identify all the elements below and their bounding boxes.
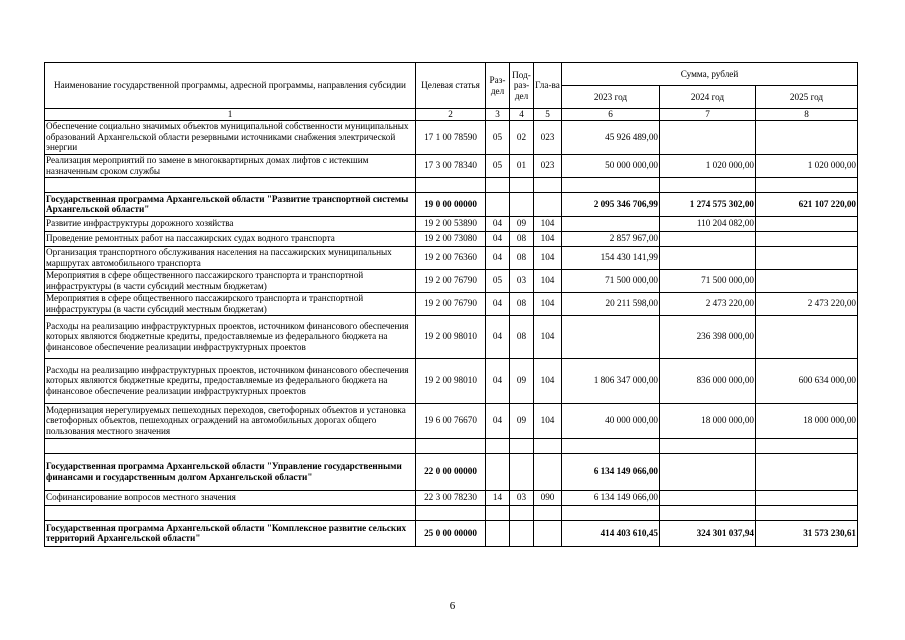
amount-2025: 621 107 220,00	[756, 192, 858, 216]
column-number: 6	[562, 109, 660, 121]
chapter-code: 104	[534, 216, 562, 231]
row-name: Расходы на реализацию инфраструктурных проектов, источником финансового обеспечения которых являются бюджетные кредиты, предоставляемые из федерального бюджета на финансовое обеспечение реализации инфраструктурных проектов	[45, 358, 416, 403]
row-name: Модернизация нерегулируемых пешеходных переходов, светофорных объектов и установка светофорных объектов, пешеходных ограждений на автомобильных дорогах общего пользования местного значения	[45, 403, 416, 438]
amount-2025	[756, 231, 858, 246]
row-name: Государственная программа Архангельской области "Комплексное развитие сельских территорий Архангельской области"	[45, 520, 416, 546]
table-row	[45, 403, 858, 438]
table-row	[45, 246, 858, 269]
empty-cell	[45, 438, 416, 453]
target-article: 19 2 00 76360	[416, 246, 486, 269]
column-number: 7	[660, 109, 756, 121]
chapter-code	[534, 520, 562, 546]
amount-2025	[756, 120, 858, 154]
header-year-2025: 2025 год	[756, 86, 858, 109]
target-article: 19 2 00 73080	[416, 231, 486, 246]
amount-2023: 2 857 967,00	[562, 231, 660, 246]
amount-2024: 1 020 000,00	[660, 154, 756, 177]
amount-2023: 2 095 346 706,99	[562, 192, 660, 216]
row-name: Обеспечение социально значимых объектов муниципальной собственности муниципальных образований Архангельской области резервными источниками снабжения электрической энергии	[45, 120, 416, 154]
amount-2023	[562, 315, 660, 358]
empty-cell	[562, 177, 660, 192]
header-glava: Гла-ва	[534, 63, 562, 109]
empty-cell	[534, 505, 562, 520]
amount-2025: 31 573 230,61	[756, 520, 858, 546]
row-name: Проведение ремонтных работ на пассажирских судах водного транспорта	[45, 231, 416, 246]
row-name: Расходы на реализацию инфраструктурных проектов, источником финансового обеспечения которых являются бюджетные кредиты, предоставляемые из федерального бюджета на финансовое обеспечение реализации инфраструктурных проектов	[45, 315, 416, 358]
amount-2023: 45 926 489,00	[562, 120, 660, 154]
empty-cell	[660, 177, 756, 192]
header-razdel: Раз-дел	[486, 63, 510, 109]
empty-cell	[510, 505, 534, 520]
empty-cell	[486, 177, 510, 192]
chapter-code: 023	[534, 154, 562, 177]
amount-2024	[660, 246, 756, 269]
amount-2025: 2 473 220,00	[756, 292, 858, 315]
row-name: Государственная программа Архангельской области "Развитие транспортной системы Архангельской области"	[45, 192, 416, 216]
empty-cell	[660, 505, 756, 520]
program-row	[45, 453, 858, 490]
table-row	[45, 490, 858, 505]
column-numbers-row	[45, 109, 858, 121]
target-article: 19 2 00 98010	[416, 358, 486, 403]
table-row	[45, 231, 858, 246]
subsection-code: 08	[510, 315, 534, 358]
empty-cell	[756, 438, 858, 453]
column-number: 1	[45, 109, 416, 121]
amount-2023: 6 134 149 066,00	[562, 490, 660, 505]
row-name: Мероприятия в сфере общественного пассажирского транспорта и транспортной инфраструктуры (в части субсидий местным бюджетам)	[45, 292, 416, 315]
target-article: 19 2 00 76790	[416, 292, 486, 315]
section-code	[486, 520, 510, 546]
table-row	[45, 315, 858, 358]
target-article: 19 0 00 00000	[416, 192, 486, 216]
table-row	[45, 358, 858, 403]
header-code: Целевая статья	[416, 63, 486, 109]
empty-cell	[486, 505, 510, 520]
empty-cell	[416, 177, 486, 192]
amount-2023	[562, 216, 660, 231]
page-number: 6	[449, 600, 456, 612]
subsection-code	[510, 453, 534, 490]
empty-cell	[534, 177, 562, 192]
amount-2023: 414 403 610,45	[562, 520, 660, 546]
empty-cell	[45, 505, 416, 520]
section-code: 04	[486, 292, 510, 315]
header-podrazdel: Под-раз-дел	[510, 63, 534, 109]
amount-2023: 6 134 149 066,00	[562, 453, 660, 490]
chapter-code: 023	[534, 120, 562, 154]
section-code: 05	[486, 154, 510, 177]
empty-cell	[534, 438, 562, 453]
table-row	[45, 269, 858, 292]
amount-2025	[756, 246, 858, 269]
section-code: 04	[486, 246, 510, 269]
amount-2024	[660, 453, 756, 490]
amount-2023: 20 211 598,00	[562, 292, 660, 315]
empty-cell	[486, 438, 510, 453]
chapter-code: 104	[534, 315, 562, 358]
amount-2023: 50 000 000,00	[562, 154, 660, 177]
section-code: 05	[486, 269, 510, 292]
spacer-row	[45, 177, 858, 192]
section-code: 04	[486, 216, 510, 231]
subsection-code	[510, 192, 534, 216]
amount-2025	[756, 490, 858, 505]
amount-2024	[660, 120, 756, 154]
amount-2025	[756, 269, 858, 292]
amount-2024: 2 473 220,00	[660, 292, 756, 315]
target-article: 19 2 00 53890	[416, 216, 486, 231]
subsection-code: 09	[510, 403, 534, 438]
spacer-row	[45, 438, 858, 453]
empty-cell	[756, 177, 858, 192]
row-name: Развитие инфраструктуры дорожного хозяйства	[45, 216, 416, 231]
subsection-code: 08	[510, 246, 534, 269]
subsection-code: 09	[510, 358, 534, 403]
subsection-code: 08	[510, 231, 534, 246]
subsection-code: 09	[510, 216, 534, 231]
header-sum: Сумма, рублей	[562, 63, 858, 86]
subsection-code: 03	[510, 490, 534, 505]
empty-cell	[510, 438, 534, 453]
section-code: 04	[486, 358, 510, 403]
header-year-2023: 2023 год	[562, 86, 660, 109]
column-number: 4	[510, 109, 534, 121]
chapter-code: 104	[534, 358, 562, 403]
section-code	[486, 192, 510, 216]
chapter-code	[534, 192, 562, 216]
target-article: 22 0 00 00000	[416, 453, 486, 490]
amount-2025	[756, 453, 858, 490]
amount-2024	[660, 490, 756, 505]
chapter-code: 090	[534, 490, 562, 505]
table-row	[45, 154, 858, 177]
table-row	[45, 120, 858, 154]
row-name: Реализация мероприятий по замене в многоквартирных домах лифтов с истекшим назначенным сроком службы	[45, 154, 416, 177]
amount-2024: 236 398 000,00	[660, 315, 756, 358]
section-code: 04	[486, 231, 510, 246]
header-year-2024: 2024 год	[660, 86, 756, 109]
amount-2025: 18 000 000,00	[756, 403, 858, 438]
empty-cell	[562, 505, 660, 520]
column-number: 2	[416, 109, 486, 121]
row-name: Организация транспортного обслуживания населения на пассажирских муниципальных маршрутах автомобильного транспорта	[45, 246, 416, 269]
section-code	[486, 453, 510, 490]
section-code: 05	[486, 120, 510, 154]
target-article: 17 1 00 78590	[416, 120, 486, 154]
program-row	[45, 520, 858, 546]
empty-cell	[416, 438, 486, 453]
amount-2025	[756, 216, 858, 231]
empty-cell	[45, 177, 416, 192]
empty-cell	[562, 438, 660, 453]
target-article: 17 3 00 78340	[416, 154, 486, 177]
empty-cell	[510, 177, 534, 192]
subsection-code: 01	[510, 154, 534, 177]
program-row	[45, 192, 858, 216]
section-code: 14	[486, 490, 510, 505]
chapter-code	[534, 453, 562, 490]
target-article: 25 0 00 00000	[416, 520, 486, 546]
chapter-code: 104	[534, 403, 562, 438]
section-code: 04	[486, 403, 510, 438]
row-name: Мероприятия в сфере общественного пассажирского транспорта и транспортной инфраструктуры (в части субсидий местным бюджетам)	[45, 269, 416, 292]
header-row	[45, 63, 858, 86]
column-number: 5	[534, 109, 562, 121]
amount-2024: 1 274 575 302,00	[660, 192, 756, 216]
subsection-code: 08	[510, 292, 534, 315]
column-number: 3	[486, 109, 510, 121]
header-name: Наименование государственной программы, адресной программы, направления субсидии	[45, 63, 416, 109]
amount-2023: 40 000 000,00	[562, 403, 660, 438]
empty-cell	[756, 505, 858, 520]
subsection-code: 03	[510, 269, 534, 292]
target-article: 22 3 00 78230	[416, 490, 486, 505]
amount-2023: 154 430 141,99	[562, 246, 660, 269]
target-article: 19 2 00 98010	[416, 315, 486, 358]
table-row	[45, 216, 858, 231]
target-article: 19 2 00 76790	[416, 269, 486, 292]
chapter-code: 104	[534, 231, 562, 246]
amount-2024: 18 000 000,00	[660, 403, 756, 438]
chapter-code: 104	[534, 269, 562, 292]
column-number: 8	[756, 109, 858, 121]
subsidy-table	[44, 62, 858, 547]
amount-2023: 1 806 347 000,00	[562, 358, 660, 403]
amount-2024: 836 000 000,00	[660, 358, 756, 403]
amount-2025: 600 634 000,00	[756, 358, 858, 403]
table-row	[45, 292, 858, 315]
empty-cell	[660, 438, 756, 453]
empty-cell	[416, 505, 486, 520]
amount-2024: 110 204 082,00	[660, 216, 756, 231]
chapter-code: 104	[534, 246, 562, 269]
amount-2024	[660, 231, 756, 246]
amount-2025	[756, 315, 858, 358]
subsection-code	[510, 520, 534, 546]
spacer-row	[45, 505, 858, 520]
row-name: Софинансирование вопросов местного значения	[45, 490, 416, 505]
amount-2024: 324 301 037,94	[660, 520, 756, 546]
subsection-code: 02	[510, 120, 534, 154]
amount-2025: 1 020 000,00	[756, 154, 858, 177]
target-article: 19 6 00 76670	[416, 403, 486, 438]
section-code: 04	[486, 315, 510, 358]
row-name: Государственная программа Архангельской области "Управление государственными финансами и государственным долгом Архангельской области"	[45, 453, 416, 490]
amount-2023: 71 500 000,00	[562, 269, 660, 292]
amount-2024: 71 500 000,00	[660, 269, 756, 292]
chapter-code: 104	[534, 292, 562, 315]
